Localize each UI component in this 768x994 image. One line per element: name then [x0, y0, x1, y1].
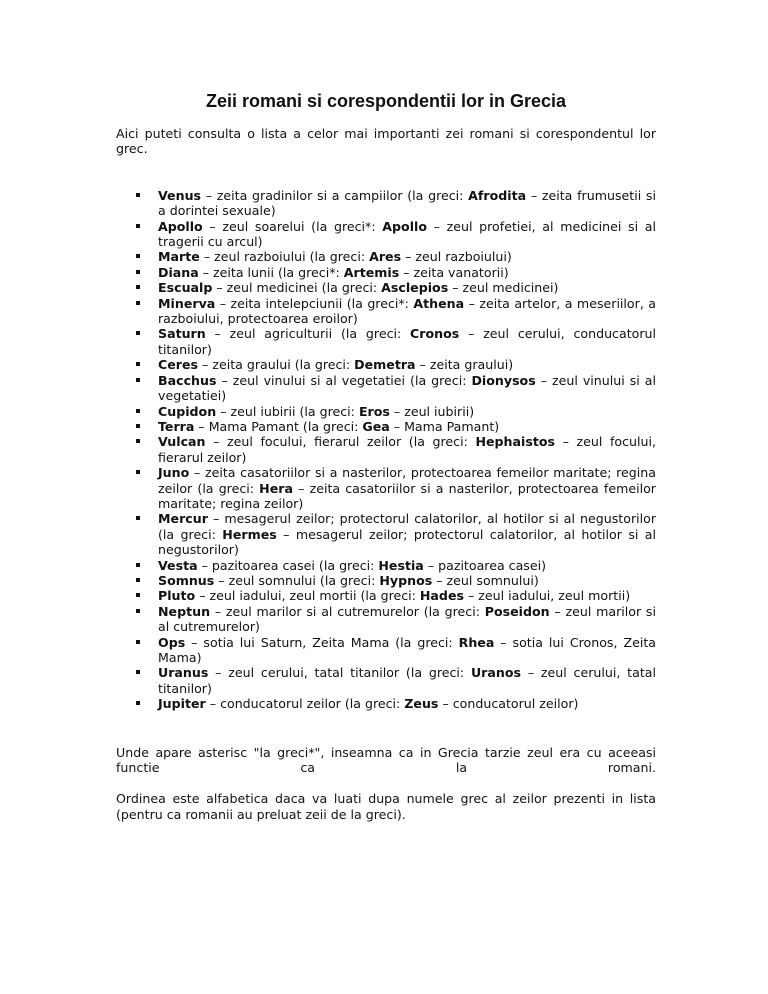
greek-god-description: – zeul somnului) — [432, 572, 539, 588]
greek-god-name: Cronos — [410, 326, 460, 342]
roman-god-name: Uranus — [158, 665, 209, 681]
square-bullet-icon — [136, 640, 140, 644]
roman-god-name: Vulcan — [158, 434, 206, 450]
square-bullet-icon — [136, 301, 140, 305]
greek-god-name: Zeus — [404, 696, 439, 712]
square-bullet-icon — [136, 224, 140, 228]
roman-god-name: Jupiter — [158, 696, 206, 712]
document-page — [116, 88, 656, 822]
greek-god-description: – zeita vanatorii) — [399, 264, 509, 280]
roman-god-name: Ceres — [158, 357, 199, 373]
greek-god-name: Poseidon — [484, 603, 550, 619]
square-bullet-icon — [136, 701, 140, 705]
greek-god-name: Hephaistos — [475, 434, 555, 450]
greek-god-description: – zeul iadului, zeul mortii) — [463, 588, 631, 604]
square-bullet-icon — [136, 563, 140, 567]
greek-god-name: Hypnos — [379, 572, 433, 588]
greek-god-name: Ares — [369, 249, 402, 265]
square-bullet-icon — [136, 285, 140, 289]
god-list-item — [116, 665, 656, 696]
god-list-item — [116, 280, 656, 295]
greek-god-name: Eros — [358, 403, 390, 419]
greek-god-description: – zeul vinului si al vegetatiei) — [158, 372, 657, 404]
greek-god-description: – Mama Pamant) — [389, 418, 500, 434]
god-list-item — [116, 219, 656, 250]
square-bullet-icon — [136, 270, 140, 274]
roman-god-name: Marte — [158, 249, 200, 265]
god-list-item — [116, 465, 656, 511]
roman-god-description: – zeul agriculturii (la greci: — [205, 326, 411, 342]
roman-god-name: Pluto — [158, 588, 196, 604]
greek-god-description: – zeul iubirii) — [389, 403, 475, 419]
roman-god-description: – zeul soarelui (la greci*: — [202, 218, 383, 234]
square-bullet-icon — [136, 470, 140, 474]
square-bullet-icon — [136, 609, 140, 613]
god-list-item — [116, 373, 656, 404]
god-list-item — [116, 604, 656, 635]
roman-god-name: Vesta — [158, 557, 198, 573]
greek-god-description: – sotia lui Cronos, Zeita Mama) — [158, 634, 656, 665]
roman-god-description: – zeul cerului, tatal titanilor (la greci: — [208, 665, 471, 681]
god-list-item — [116, 635, 656, 666]
roman-god-description: – zeul vinului si al vegetatiei (la greci: — [216, 372, 472, 388]
roman-god-name: Juno — [158, 465, 190, 481]
roman-god-description: – Mama Pamant (la greci: — [194, 418, 363, 434]
roman-god-name: Bacchus — [158, 372, 217, 388]
greek-god-description: – zeul razboiului) — [401, 249, 512, 265]
order-note-paragraph: Ordinea este alfabetica daca va luati dupa numele grec al zeilor prezenti in lista (pentru ca romanii au preluat zeii de la greci). — [116, 791, 656, 822]
roman-god-description: – zeita gradinilor si a campiilor (la greci: — [201, 187, 469, 203]
square-bullet-icon — [136, 578, 140, 582]
asterisk-note-line-2: functie ca la romani. — [116, 760, 656, 776]
greek-god-name: Uranos — [470, 665, 522, 681]
greek-god-description: – conducatorul zeilor) — [438, 696, 579, 712]
roman-god-description: – zeita casatoriilor si a nasterilor, protectoarea femeilor maritate; regina zeilor (la greci: — [158, 465, 656, 496]
greek-god-name: Gea — [362, 418, 390, 434]
god-list-item — [116, 558, 656, 573]
greek-god-name: Rhea — [458, 634, 495, 650]
roman-god-description: – zeul somnului (la greci: — [214, 572, 380, 588]
god-list-item — [116, 249, 656, 264]
greek-god-name: Hera — [259, 480, 293, 496]
square-bullet-icon — [136, 409, 140, 413]
roman-god-description: – zeul iubirii (la greci: — [216, 403, 359, 419]
god-list-item — [116, 696, 656, 711]
god-list-item — [116, 188, 656, 219]
greek-god-description: – zeita graului) — [415, 357, 514, 373]
roman-god-name: Cupidon — [158, 403, 217, 419]
greek-god-description: – zeul cerului, conducatorul titanilor) — [158, 326, 656, 357]
roman-god-name: Saturn — [158, 326, 206, 342]
god-list-item — [116, 404, 656, 419]
roman-god-name: Somnus — [158, 572, 215, 588]
god-list-item — [116, 296, 656, 327]
greek-god-description: – zeul marilor si al cutremurelor) — [158, 603, 656, 635]
god-list-item — [116, 434, 656, 465]
roman-god-name: Apollo — [158, 218, 203, 234]
gods-list — [116, 188, 656, 712]
roman-god-description: – sotia lui Saturn, Zeita Mama (la greci: — [185, 634, 459, 650]
greek-god-name: Dionysos — [471, 372, 536, 388]
god-list-item — [116, 357, 656, 372]
square-bullet-icon — [136, 254, 140, 258]
square-bullet-icon — [136, 331, 140, 335]
roman-god-description: – zeita lunii (la greci*: — [198, 264, 344, 280]
intro-paragraph: Aici puteti consulta o lista a celor mai importanti zei romani si corespondentul lor grec. — [116, 126, 656, 157]
roman-god-description: – zeita graului (la greci: — [198, 357, 355, 373]
god-list-item — [116, 511, 656, 557]
roman-god-description: – conducatorul zeilor (la greci: — [205, 696, 405, 712]
greek-god-description: – zeita casatoriilor si a nasterilor, protectoarea femeilor maritate; regina zeilor) — [158, 480, 656, 511]
document-title: Zeii romani si corespondentii lor in Grecia — [205, 91, 567, 111]
roman-god-name: Neptun — [158, 603, 211, 619]
greek-god-name: Demetra — [354, 357, 416, 373]
roman-god-description: – zeul focului, fierarul zeilor (la greci: — [205, 434, 476, 450]
roman-god-name: Mercur — [158, 511, 208, 527]
greek-god-description: – zeul profetiei, al medicinei si al tragerii cu arcul) — [158, 218, 657, 250]
square-bullet-icon — [136, 593, 140, 597]
asterisk-note-line-1: Unde apare asterisc "la greci*", inseamna ca in Grecia tarzie zeul era cu aceeasi — [116, 744, 656, 760]
roman-god-name: Ops — [158, 634, 186, 650]
roman-god-description: – zeul marilor si al cutremurelor (la greci: — [210, 603, 485, 619]
god-list-item — [116, 265, 656, 280]
roman-god-name: Minerva — [158, 295, 216, 311]
square-bullet-icon — [136, 516, 140, 520]
square-bullet-icon — [136, 362, 140, 366]
god-list-item — [116, 419, 656, 434]
god-list-item — [116, 573, 656, 588]
roman-god-name: Diana — [158, 264, 199, 280]
greek-god-name: Hermes — [222, 526, 277, 542]
greek-god-description: – zeul focului, fierarul zeilor) — [158, 434, 656, 465]
square-bullet-icon — [136, 439, 140, 443]
roman-god-description: – zeul medicinei (la greci: — [212, 280, 382, 296]
greek-god-description: – zeul cerului, tatal titanilor) — [158, 665, 656, 696]
greek-god-name: Apollo — [382, 218, 427, 234]
square-bullet-icon — [136, 378, 140, 382]
roman-god-name: Terra — [158, 418, 195, 434]
greek-god-name: Afrodita — [468, 187, 527, 203]
square-bullet-icon — [136, 670, 140, 674]
roman-god-name: Venus — [158, 187, 202, 203]
square-bullet-icon — [136, 424, 140, 428]
paragraph-gap — [116, 775, 656, 791]
god-list-item — [116, 326, 656, 357]
greek-god-description: – mesagerul zeilor; protectorul calatorilor, al hotilor si al negustorilor) — [158, 526, 657, 558]
roman-god-description: – zeul razboiului (la greci: — [199, 249, 370, 265]
roman-god-description: – zeul iadului, zeul mortii (la greci: — [195, 588, 420, 604]
greek-god-name: Artemis — [343, 264, 400, 280]
god-list-item — [116, 588, 656, 603]
roman-god-description: – zeita intelepciunii (la greci*: — [215, 295, 414, 311]
greek-god-description: – zeita frumusetii si a dorintei sexuale) — [158, 187, 656, 219]
roman-god-description: – pazitoarea casei (la greci: — [197, 557, 379, 573]
greek-god-description: – zeul medicinei) — [448, 280, 559, 296]
roman-god-description: – mesagerul zeilor; protectorul calatorilor, al hotilor si al negustorilor (la greci: — [158, 511, 656, 542]
greek-god-name: Hades — [419, 588, 464, 604]
greek-god-name: Asclepios — [381, 280, 449, 296]
square-bullet-icon — [136, 193, 140, 197]
greek-god-description: – zeita artelor, a meseriilor, a razboiului, protectoarea eroilor) — [158, 295, 656, 327]
greek-god-description: – pazitoarea casei) — [423, 557, 547, 573]
greek-god-name: Athena — [413, 295, 465, 311]
greek-god-name: Hestia — [378, 557, 424, 573]
roman-god-name: Escualp — [158, 280, 213, 296]
